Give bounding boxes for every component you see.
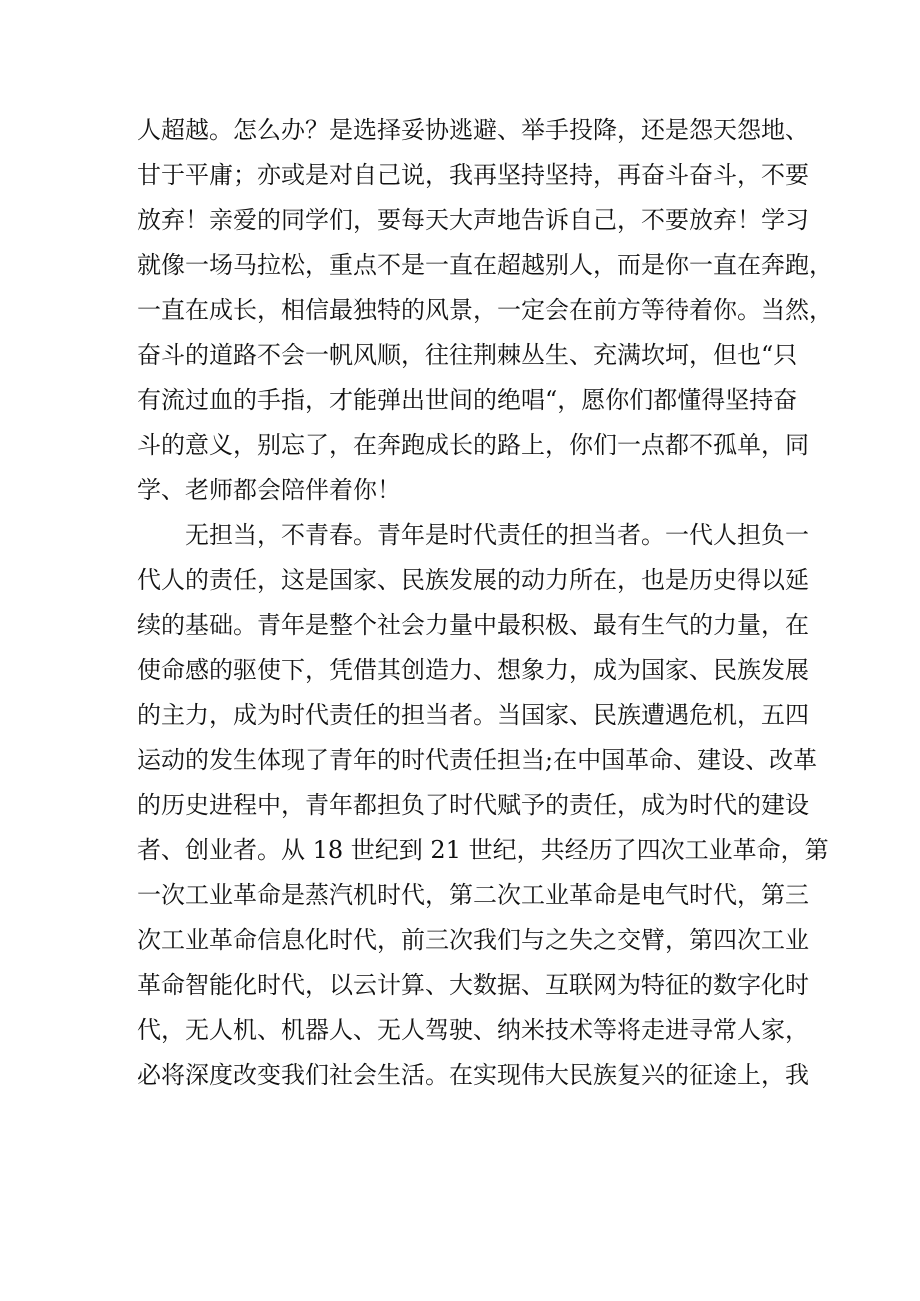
text-line: 一直在成长，相信最独特的风景，一定会在前方等待着你。当然， <box>137 296 833 324</box>
text-line: 有流过血的手指，才能弹出世间的绝唱“，愿你们都懂得坚持奋 <box>137 386 798 414</box>
text-line: 运动的发生体现了青年的时代责任担当;在中国革命、建设、改革 <box>137 746 818 774</box>
text-line: 者、创业者。从 18 世纪到 21 世纪，共经历了四次工业革命，第 <box>137 836 829 864</box>
text-line: 革命智能化时代，以云计算、大数据、互联网为特征的数字化时 <box>137 971 809 999</box>
paragraph-first-line: 无担当，不青春。青年是时代责任的担当者。一代人担负一 <box>185 521 809 549</box>
text-line: 次工业革命信息化时代，前三次我们与之失之交臂，第四次工业 <box>137 926 809 954</box>
text-line: 斗的意义，别忘了，在奔跑成长的路上，你们一点都不孤单，同 <box>137 431 809 459</box>
text-line: 的主力，成为时代责任的担当者。当国家、民族遭遇危机，五四 <box>137 701 809 729</box>
text-line: 必将深度改变我们社会生活。在实现伟大民族复兴的征途上，我 <box>137 1061 809 1089</box>
text-line: 放弃！亲爱的同学们，要每天大声地告诉自己，不要放弃！学习 <box>137 206 809 234</box>
text-line: 代，无人机、机器人、无人驾驶、纳米技术等将走进寻常人家， <box>137 1016 809 1044</box>
text-line: 的历史进程中，青年都担负了时代赋予的责任，成为时代的建设 <box>137 791 809 819</box>
text-line: 续的基础。青年是整个社会力量中最积极、最有生气的力量，在 <box>137 611 809 639</box>
text-line: 使命感的驱使下，凭借其创造力、想象力，成为国家、民族发展 <box>137 656 809 684</box>
text-line: 一次工业革命是蒸汽机时代，第二次工业革命是电气时代，第三 <box>137 881 809 909</box>
text-line: 学、老师都会陪伴着你！ <box>137 476 401 504</box>
text-line: 代人的责任，这是国家、民族发展的动力所在，也是历史得以延 <box>137 566 809 594</box>
text-line: 甘于平庸；亦或是对自己说，我再坚持坚持，再奋斗奋斗，不要 <box>137 161 809 189</box>
text-line: 奋斗的道路不会一帆风顺，往往荆棘丛生、充满坎坷，但也“只 <box>137 341 798 369</box>
text-line: 就像一场马拉松，重点不是一直在超越别人，而是你一直在奔跑， <box>137 251 833 279</box>
text-line: 人超越。怎么办？是选择妥协逃避、举手投降，还是怨天怨地、 <box>137 116 809 144</box>
